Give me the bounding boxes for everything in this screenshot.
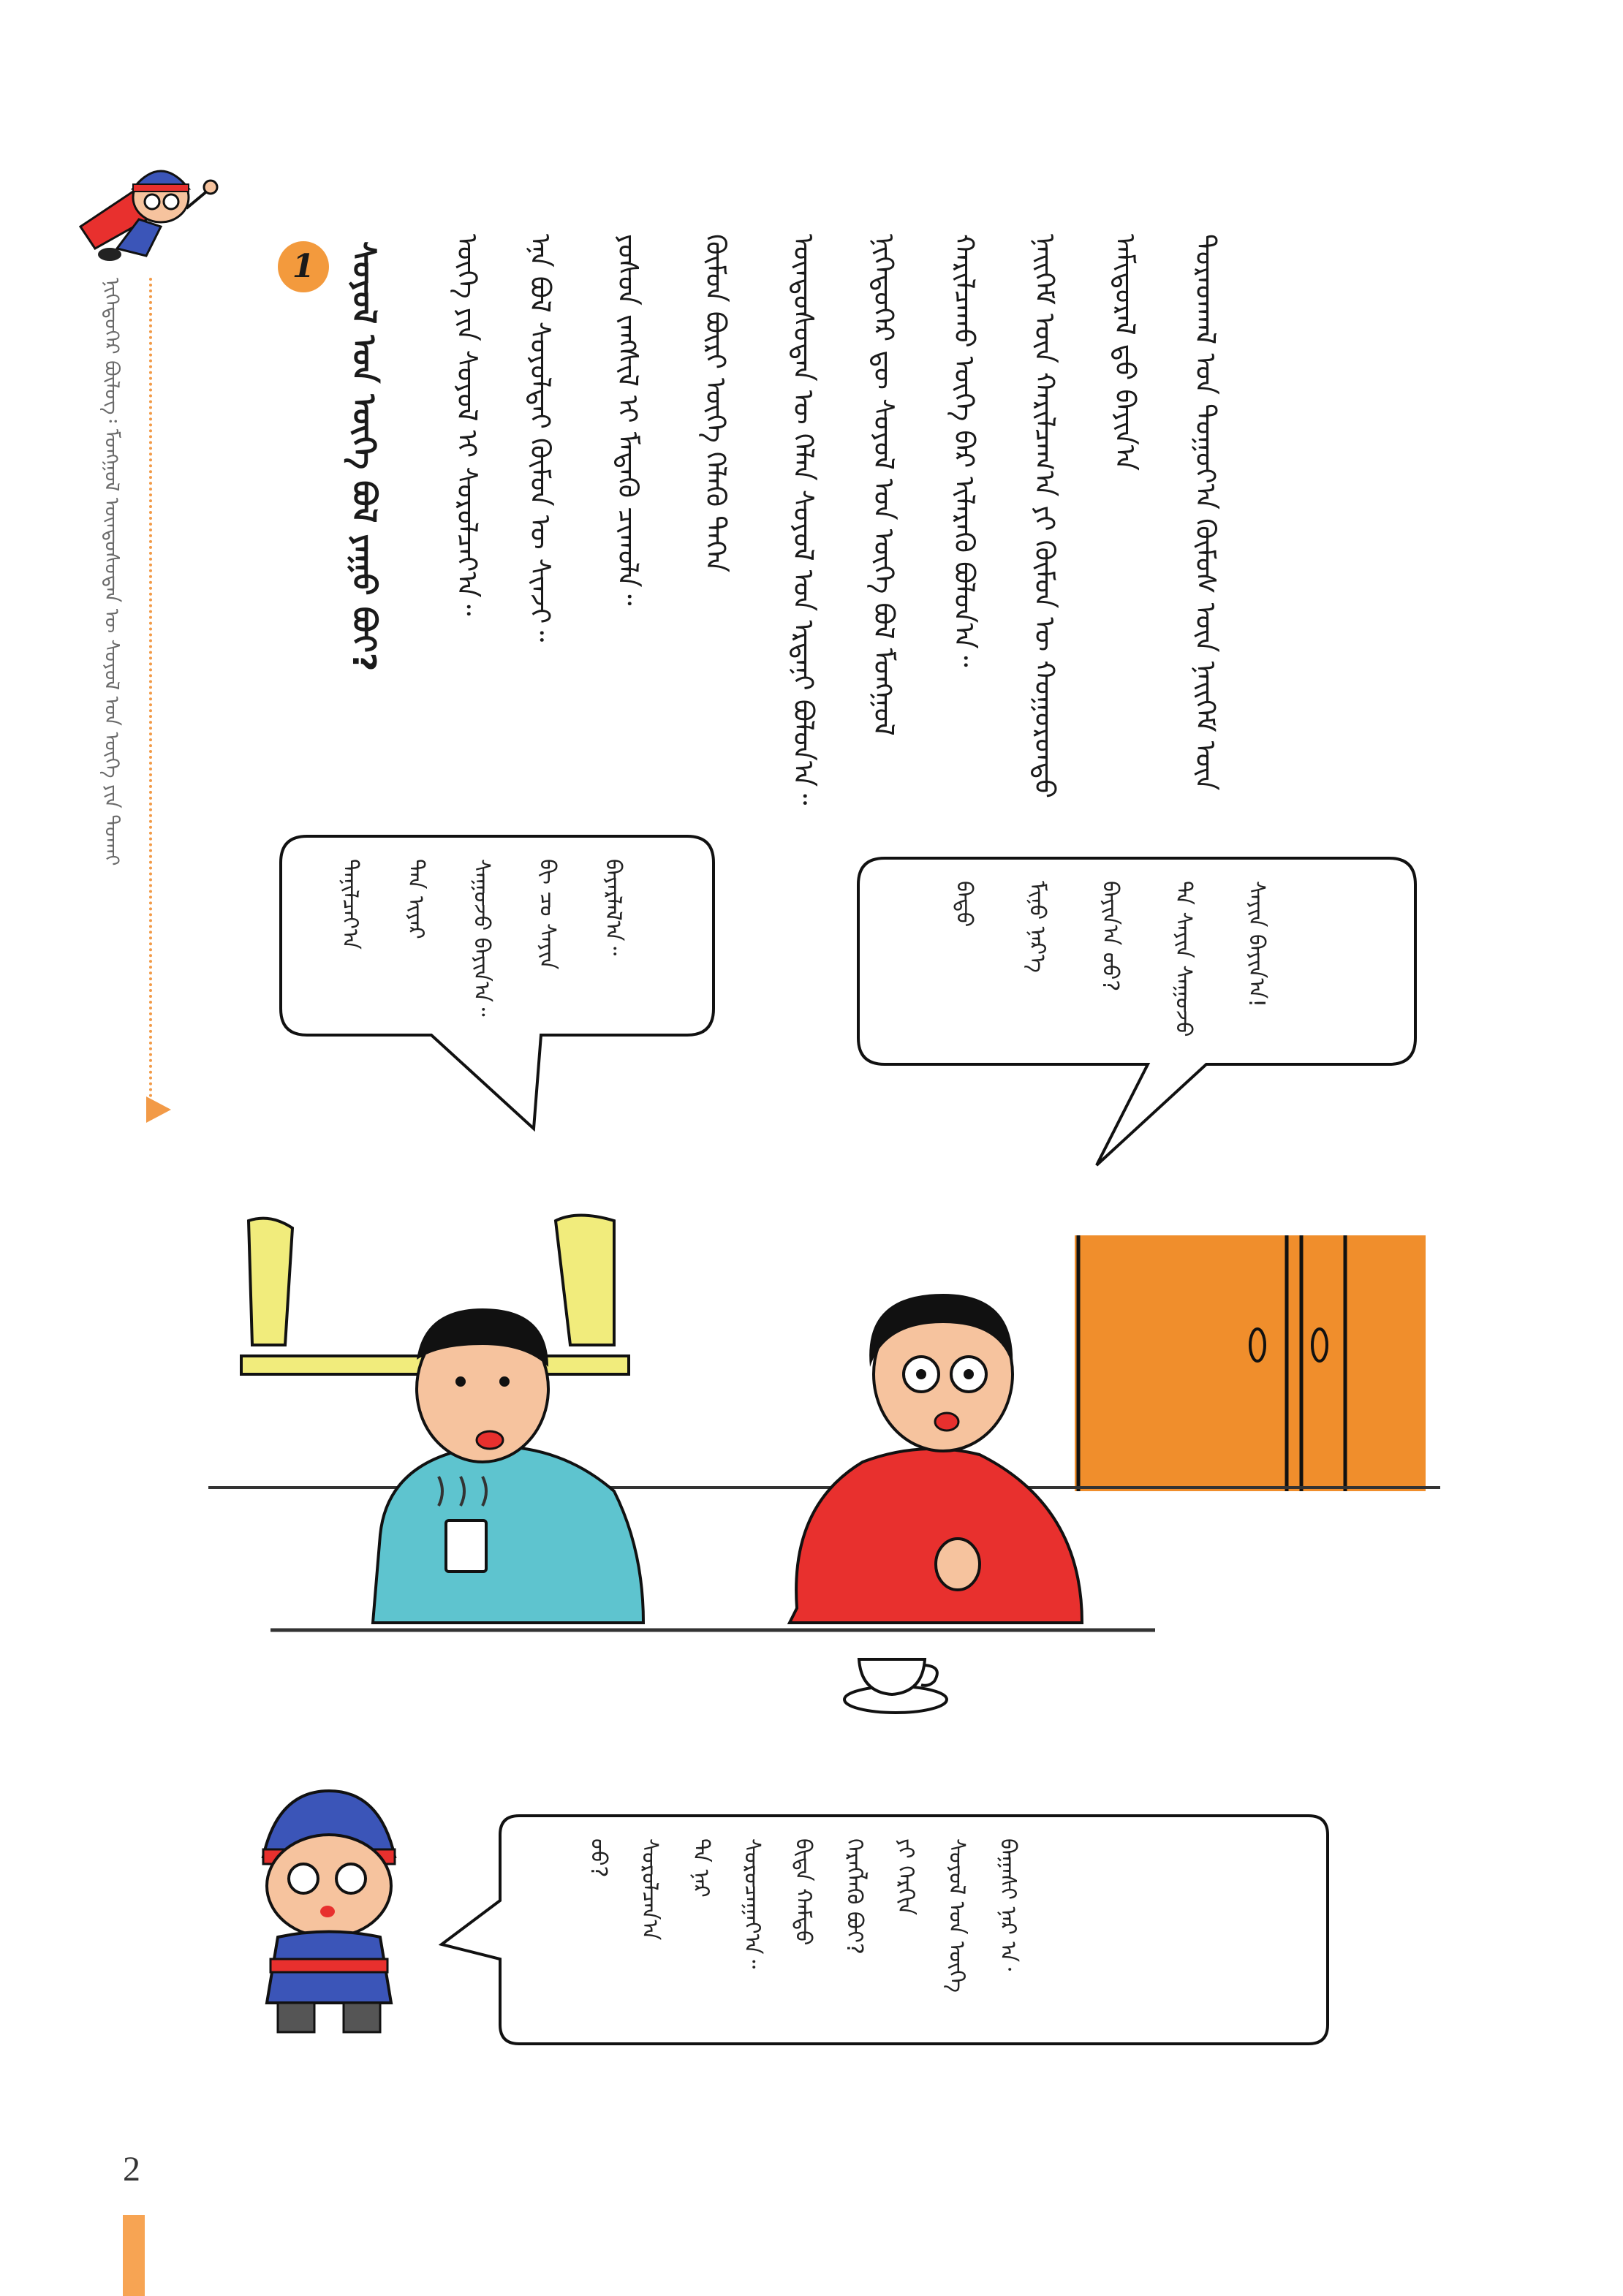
scene-illustration <box>205 1199 1448 1725</box>
page-tab-marker <box>123 2215 145 2296</box>
paragraph-line: ᠬᠦᠮᠦᠨ ᠪᠦᠷᠢ ᠦᠭᠡ ᠬᠡᠯᠡᠬᠦ ᠳᠡᠭᠡᠨ <box>700 234 732 573</box>
bubble-right-line: ᠪᠠᠶᠢᠨ᠎ᠠ ᠤᠤ? <box>1097 881 1123 992</box>
page-number: 2 <box>123 2150 140 2189</box>
paragraph-line: ᠦᠭᠡ ᠶᠢᠨ ᠰᠤᠶᠤᠯ ᠢ ᠰᠤᠷᠤᠯᠴᠠᠶ᠎ᠠ᠃ <box>451 234 483 616</box>
bubble-bottom-line: ᠲᠠ ᠨᠠᠷ <box>688 1838 714 1898</box>
bubble-bottom-line: ᠪᠠᠭᠠᠰᠢ ᠨᠠᠷ ᠠ᠂ <box>995 1838 1021 1971</box>
speech-bubble-right-shape <box>855 855 1418 1177</box>
bubble-left-line: ᠪᠢ ᠴᠤ ᠰᠠᠶᠢᠨ <box>534 859 560 970</box>
paragraph-line: ᠦᠨᠳᠦᠰᠦᠲᠡᠨ ᠦ ᠬᠡᠯᠡᠨ ᠰᠤᠶᠤᠯ ᠤᠨ ᠡᠷᠳᠡᠨᠢ ᠪᠣᠯᠤᠨ᠎ᠠ᠃ <box>787 234 820 806</box>
running-header: ᠨᠢᠭᠡᠳᠦᠭᠡᠷ ᠪᠦᠯᠦᠭ᠄ ᠮᠣᠩᠭᠣᠯ ᠦᠨᠳᠦᠰᠦᠲᠡᠨ ᠦ ᠰᠤᠶᠤᠯ ᠤᠨ ᠦᠭᠡ ᠶᠢᠨ ᠲᠤᠬᠠᠢ <box>100 278 123 866</box>
section-number-badge: 1 <box>278 241 329 292</box>
paragraph-line: ᠠᠮᠢᠳᠤᠷᠠᠯ ᠳ᠋ᠤ ᠪᠠᠶᠢᠨ᠎ᠠ <box>1109 234 1141 471</box>
bubble-bottom-line: ᠰᠤᠶᠤᠯ ᠤᠨ ᠦᠭᠡ <box>944 1838 969 1993</box>
paragraph-line: ᠨᠢᠭᠡᠳᠦᠭᠡᠷ ᠳᠦ ᠰᠤᠶᠤᠯ ᠤᠨ ᠦᠭᠡ ᠪᠣᠯ ᠮᠣᠩᠭᠣᠯ <box>868 234 900 736</box>
bubble-right-line: ᠰᠠᠶᠢᠨ ᠪᠠᠶᠢᠨ᠎ᠠ! <box>1244 881 1269 1008</box>
bubble-left-line: ᠪᠠᠶᠠᠷᠯᠠᠯ᠎ᠠ᠃ <box>600 859 626 956</box>
arrow-marker-icon <box>146 1096 171 1123</box>
paragraph-line: ᠬᠠᠷᠢᠯᠴᠠᠬᠤ ᠦᠭᠡ ᠪᠠᠷ ᠢᠯᠡᠷᠡᠬᠦ᠌ ᠪᠣᠯᠤᠨ᠎ᠠ᠃ <box>948 234 980 667</box>
bubble-bottom-line: ᠰᠤᠷᠤᠯᠴᠠᠨ᠎ᠠ <box>637 1838 662 1941</box>
paragraph-line: ᠡᠨᠡ ᠪᠣᠯ ᠰᠤᠶᠤᠯᠲᠠᠢ ᠬᠦᠮᠦᠨ ᠦ ᠰᠢᠨᠵᠢ᠃ <box>524 234 556 643</box>
paragraph-line: ᠳᠤᠷᠠᠳᠬᠠᠯ ᠤᠨ ᠳᠤᠭᠤᠶ᠎ᠠ ᠬᠦᠮᠦᠰ ᠦᠨ ᠨᠡᠢᠭᠡᠮ ᠦᠨ <box>1189 234 1222 791</box>
section-question: ᠰᠤᠶᠤᠯ ᠤᠨ ᠦᠭᠡ ᠪᠣᠯ ᠶᠠᠭᠤ ᠪᠣᠢ? <box>345 241 382 672</box>
bubble-bottom-line: ᠶᠢ ᠬᠡᠷᠬᠢᠨ <box>893 1838 918 1916</box>
bubble-left-line: ᠲᠠᠨ ᠢᠶᠠᠷ <box>403 859 428 939</box>
paragraph-line: ᠨᠡᠢᠭᠡᠮ ᠦᠨ ᠬᠠᠷᠢᠯᠴᠠᠭ᠎ᠠ ᠶᠢ ᠬᠦᠮᠦᠨ ᠦ ᠬᠣᠭᠣᠷᠤᠨᠳᠤ <box>1029 234 1061 799</box>
bubble-right-line: ᠮᠢᠨᠤ ᠨᠡᠷ᠎ᠡ <box>1024 881 1050 973</box>
paragraph-line: ᠶᠣᠰᠤᠨ ᠵᠠᠩᠰᠢᠯ ᠢ ᠮᠡᠳᠡᠬᠦ ᠴᠢᠬᠤᠯᠠ᠃ <box>612 234 644 606</box>
dotted-divider <box>149 278 152 1104</box>
bubble-left-line: ᠲᠠᠨᠢᠯᠴᠠᠶ᠎ᠠ <box>337 859 363 950</box>
mascot-boy-icon <box>234 1769 424 2054</box>
bubble-right-line: ᠪᠠᠲᠤ <box>951 881 977 928</box>
bubble-bottom-line: ᠬᠡᠷᠡᠭᠯᠡᠬᠦ ᠪᠤᠢ? <box>841 1838 867 1955</box>
speech-bubble-bottom-shape <box>439 1813 1331 2054</box>
cup-icon <box>841 1652 958 1718</box>
flying-boy-mascot-icon <box>66 139 219 278</box>
bubble-bottom-line: ᠪᠢᠳᠡ ᠬᠠᠮᠲᠤ <box>790 1838 816 1946</box>
bubble-bottom-line: ᠤᠤ? <box>586 1838 611 1878</box>
bubble-bottom-line: ᠰᠤᠷᠤᠴᠠᠭᠠᠶ᠎ᠠ᠃ <box>739 1838 765 1969</box>
bubble-left-line: ᠰᠠᠭᠤᠵᠤ ᠪᠠᠶᠢᠨ᠎ᠠ᠃ <box>469 859 494 1017</box>
bubble-right-line: ᠲᠠ ᠰᠠᠶᠢᠨ ᠰᠠᠭᠤᠵᠤ <box>1170 881 1196 1037</box>
